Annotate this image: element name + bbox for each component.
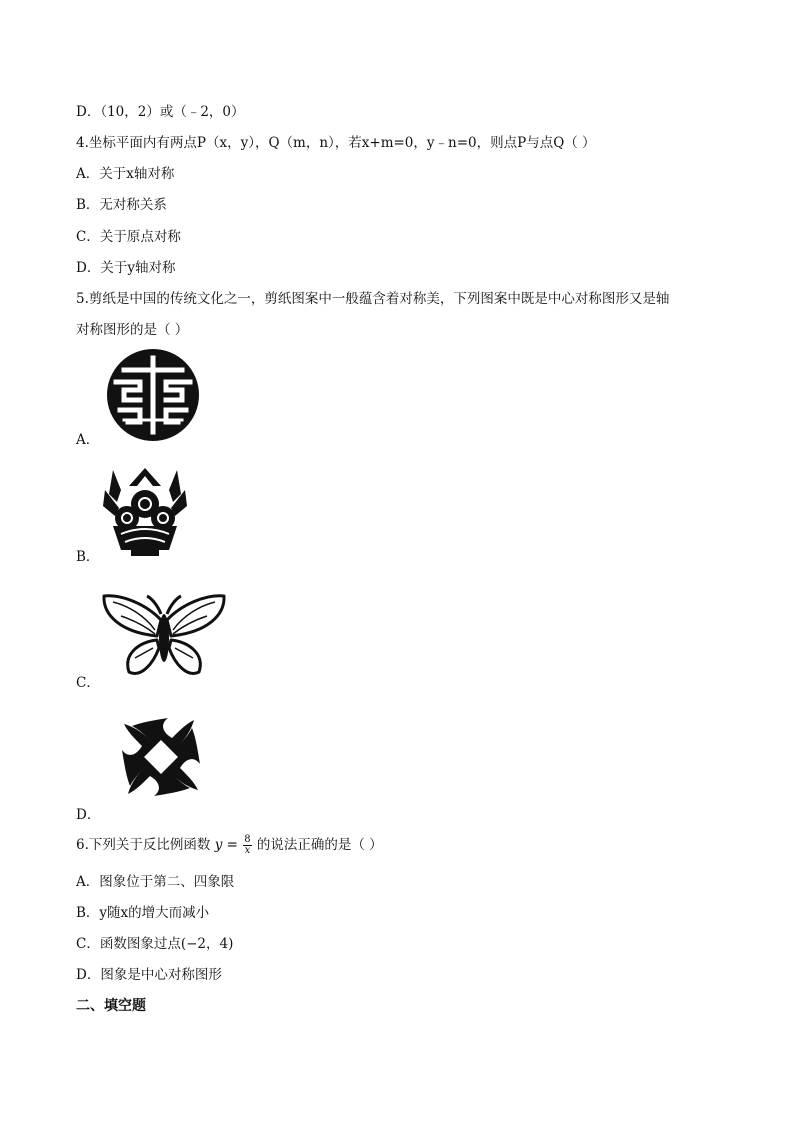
- q6-fraction: [243, 835, 251, 856]
- q6-fraction-numerator: 8: [244, 834, 251, 845]
- q6-option-c: C．函数图象过点(−2，4): [76, 936, 234, 952]
- q4-option-d: D．关于y轴对称: [76, 260, 176, 276]
- butterfly-papercut-icon: [101, 592, 227, 680]
- q3-option-d: D．（10，2）或（﹣2，0）: [76, 104, 245, 120]
- flower-basket-papercut-icon: [99, 460, 191, 558]
- q6-function-lhs: y =: [214, 837, 238, 853]
- q5-stem-line2: 对称图形的是（ ）: [76, 322, 189, 338]
- q6-stem: [76, 835, 383, 856]
- q5-option-b-label: B．: [76, 549, 100, 565]
- q6-option-b: B．y随x的增大而减小: [76, 905, 210, 921]
- q6-stem-suffix: 的说法正确的是（ ）: [256, 837, 383, 853]
- shou-longevity-symbol-icon: [104, 348, 202, 442]
- q6-option-d: D．图象是中心对称图形: [76, 967, 222, 983]
- q6-option-a: A．图象位于第二、四象限: [76, 874, 235, 890]
- q6-fraction-denominator: x: [244, 845, 251, 856]
- q4-option-a: A．关于x轴对称: [76, 166, 175, 182]
- swirl-flames-papercut-icon: [114, 710, 208, 804]
- q5-stem-line1: 5.剪纸是中国的传统文化之一，剪纸图案中一般蕴含着对称美，下列图案中既是中心对称图形又是轴: [76, 291, 670, 307]
- q4-option-c: C．关于原点对称: [76, 229, 181, 245]
- q4-option-b: B．无对称关系: [76, 197, 167, 213]
- q5-option-d-label: D．: [76, 807, 101, 823]
- section-title: 二、填空题: [76, 998, 146, 1014]
- q5-option-a-label: A．: [76, 432, 100, 448]
- q6-stem-prefix: 6.下列关于反比例函数: [76, 837, 211, 853]
- q5-option-c-label: C．: [76, 675, 100, 691]
- q4-stem: 4.坐标平面内有两点P（x，y），Q（m，n），若x+m=0，y﹣n=0，则点P与点Q（ ）: [76, 135, 596, 151]
